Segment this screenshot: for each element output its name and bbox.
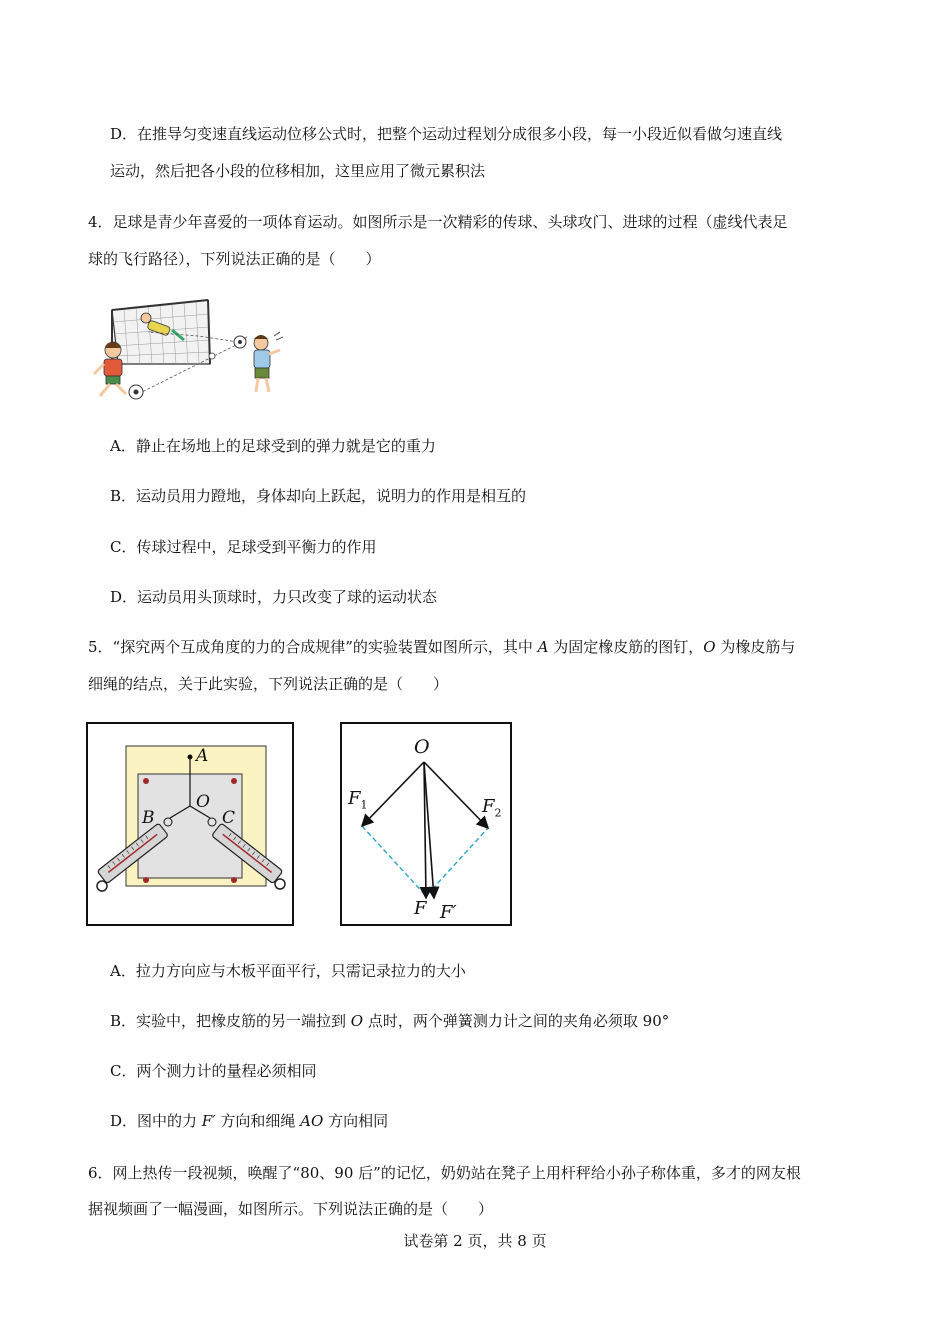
q5-stem-mid: 为固定橡皮筋的图钉， xyxy=(548,638,704,656)
force-label-o: O xyxy=(414,736,430,758)
page-footer: 试卷第 2 页，共 8 页 xyxy=(403,1232,547,1250)
q4-option-c: C．传球过程中，足球受到平衡力的作用 xyxy=(110,538,377,556)
force-label-f1-letter: F xyxy=(348,788,361,809)
q6-stem-line2: 据视频画了一幅漫画，如图所示。下列说法正确的是（ ） xyxy=(88,1200,494,1218)
q5-option-d-pre: D．图中的力 xyxy=(110,1112,202,1130)
q5-stem-pre: 5．“探究两个互成角度的力的合成规律”的实验装置如图所示，其中 xyxy=(88,638,538,656)
q4-option-a: A．静止在场地上的足球受到的弹力就是它的重力 xyxy=(110,437,436,455)
q4-stem-line1: 4．足球是青少年喜爱的一项体育运动。如图所示是一次精彩的传球、头球攻门、进球的过程（虚线代表足 xyxy=(88,213,788,231)
q4-stem-line2: 球的飞行路径），下列说法正确的是（ ） xyxy=(88,250,381,268)
q5-option-b xyxy=(110,1011,669,1031)
q5-figure-force-diagram xyxy=(340,722,512,926)
q5-stem-line2: 细绳的结点，关于此实验，下列说法正确的是（ ） xyxy=(88,675,449,693)
q3-option-d-line2: 运动，然后把各小段的位移相加，这里应用了微元累积法 xyxy=(110,162,486,180)
q4-option-b: B．运动员用力蹬地，身体却向上跃起，说明力的作用是相互的 xyxy=(110,487,527,505)
force-label-f2-letter: F xyxy=(482,796,495,817)
q5-figure-apparatus xyxy=(86,722,294,926)
q5-option-d-post: 方向相同 xyxy=(323,1112,389,1130)
force-label-f: F xyxy=(414,898,427,919)
apparatus-label-a: A xyxy=(196,746,209,766)
force-label-f1-sub: 1 xyxy=(360,798,368,812)
apparatus-label-b: B xyxy=(142,808,155,828)
force-label-f1 xyxy=(348,788,368,812)
force-label-f-prime: F′ xyxy=(440,902,457,923)
apparatus-label-c: C xyxy=(222,808,236,828)
q5-option-c: C．两个测力计的量程必须相同 xyxy=(110,1062,317,1080)
q4-option-d: D．运动员用头顶球时，力只改变了球的运动状态 xyxy=(110,588,438,606)
q5-option-d-var-ao: AO xyxy=(300,1112,324,1130)
q5-stem-line1 xyxy=(88,637,795,657)
q5-option-a: A．拉力方向应与木板平面平行，只需记录拉力的大小 xyxy=(110,962,466,980)
q5-option-d-mid: 方向和细绳 xyxy=(215,1112,301,1130)
q3-option-d-line1: D．在推导匀变速直线运动位移公式时，把整个运动过程划分成很多小段，每一小段近似看做匀速直线 xyxy=(110,125,783,143)
q5-option-b-var-o: O xyxy=(350,1012,364,1030)
force-label-f2 xyxy=(482,796,502,820)
q5-option-b-pre: B．实验中，把橡皮筋的另一端拉到 xyxy=(110,1012,351,1030)
q5-stem-post: 为橡皮筋与 xyxy=(715,638,796,656)
q6-stem-line1: 6．网上热传一段视频，唤醒了“80、90 后”的记忆，奶奶站在凳子上用杆秤给小孙子称体重，多才的网友根 xyxy=(88,1164,801,1182)
apparatus-drawing xyxy=(88,724,292,924)
q5-option-d xyxy=(110,1111,388,1131)
soccer-illustration xyxy=(88,292,290,408)
q5-stem-var-o: O xyxy=(703,638,716,656)
q5-stem-var-a: A xyxy=(537,638,549,656)
q5-option-d-var-f: F′ xyxy=(201,1112,216,1130)
force-label-f2-sub: 2 xyxy=(494,806,502,820)
apparatus-label-o: O xyxy=(196,792,210,812)
q5-option-b-post: 点时，两个弹簧测力计之间的夹角必须取 90° xyxy=(363,1012,670,1030)
